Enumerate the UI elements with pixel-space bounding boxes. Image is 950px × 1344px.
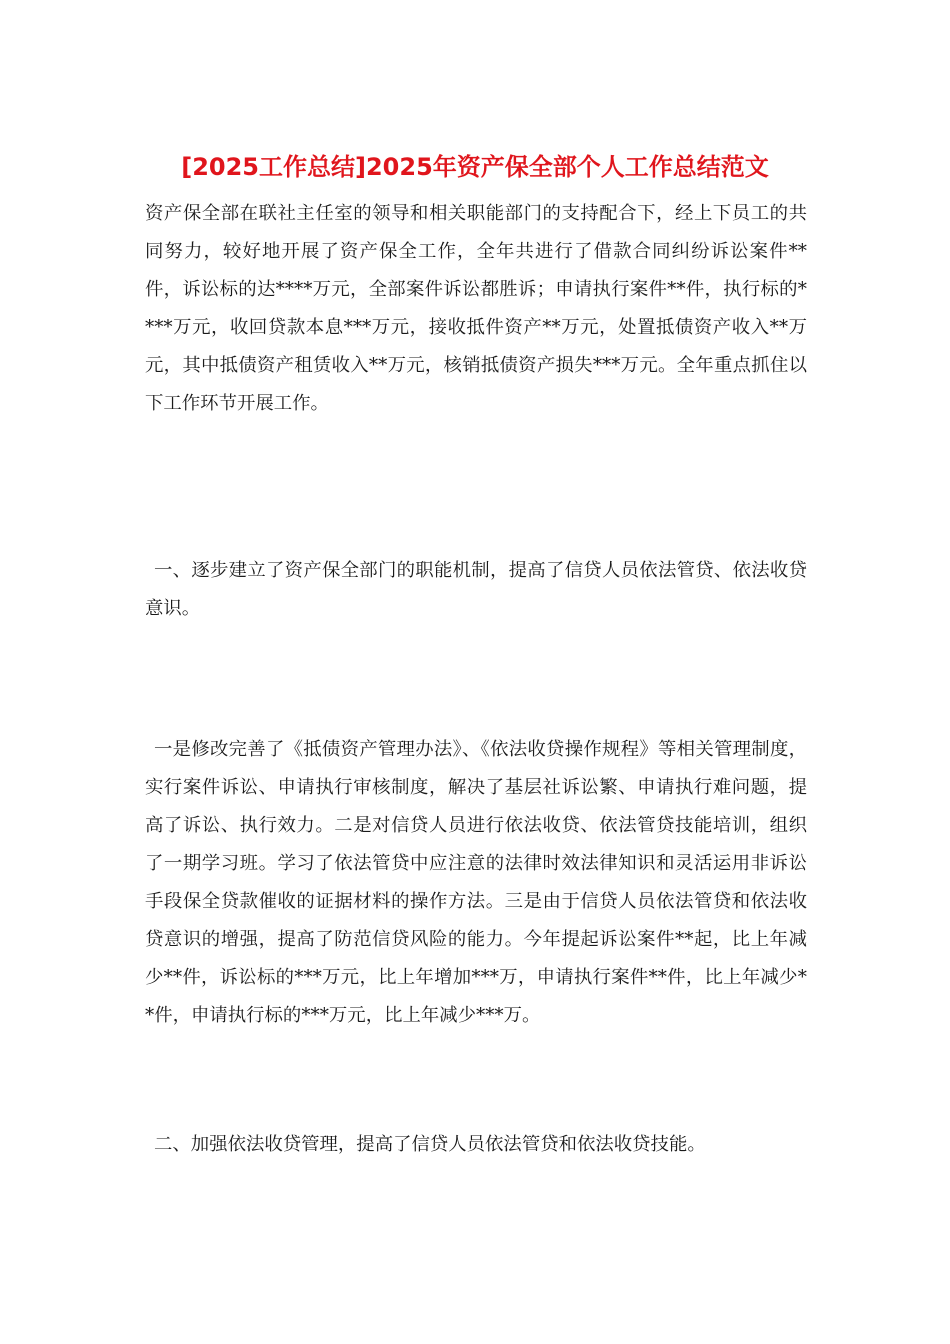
section-1-heading: 一、逐步建立了资产保全部门的职能机制，提高了信贷人员依法管贷、依法收贷意识。 (145, 560, 807, 619)
section-1-body: 一是修改完善了《抵债资产管理办法》、《依法收贷操作规程》等相关管理制度，实行案件诉讼、申请执行审核制度，解决了基层社诉讼繁、申请执行难问题，提高了诉讼、执行效力。二是对信贷人员进行依法收贷、依法管贷技能培训，组织了一期学习班。学习了依法管贷中应注意的法律时效法律知识和灵活运用非诉讼手段保全贷款催收的证据材料的操作方法。三是由于信贷人员依法管贷和依法收贷意识的增强，提高了防范信贷风险的能力。今年提起诉讼案件**起，比上年减少**件，诉讼标的***万元，比上年增加***万，申请执行案件**件，比上年减少**件，申请执行标的***万元，比上年减少***万。 (145, 739, 807, 1026)
section-2-heading: 二、加强依法收贷管理，提高了信贷人员依法管贷和依法收贷技能。 (154, 1134, 706, 1155)
document-title: [2025工作总结]2025年资产保全部个人工作总结范文 (181, 153, 769, 181)
intro-paragraph: 资产保全部在联社主任室的领导和相关职能部门的支持配合下，经上下员工的共同努力，较好地开展了资产保全工作，全年共进行了借款合同纠纷诉讼案件**件，诉讼标的达****万元，全部案件诉讼都胜诉；申请执行案件**件，执行标的****万元，收回贷款本息***万元，接收抵件资产**万元，处置抵债资产收入**万元，其中抵债资产租赁收入**万元，核销抵债资产损失***万元。全年重点抓住以下工作环节开展工作。 (145, 203, 807, 414)
